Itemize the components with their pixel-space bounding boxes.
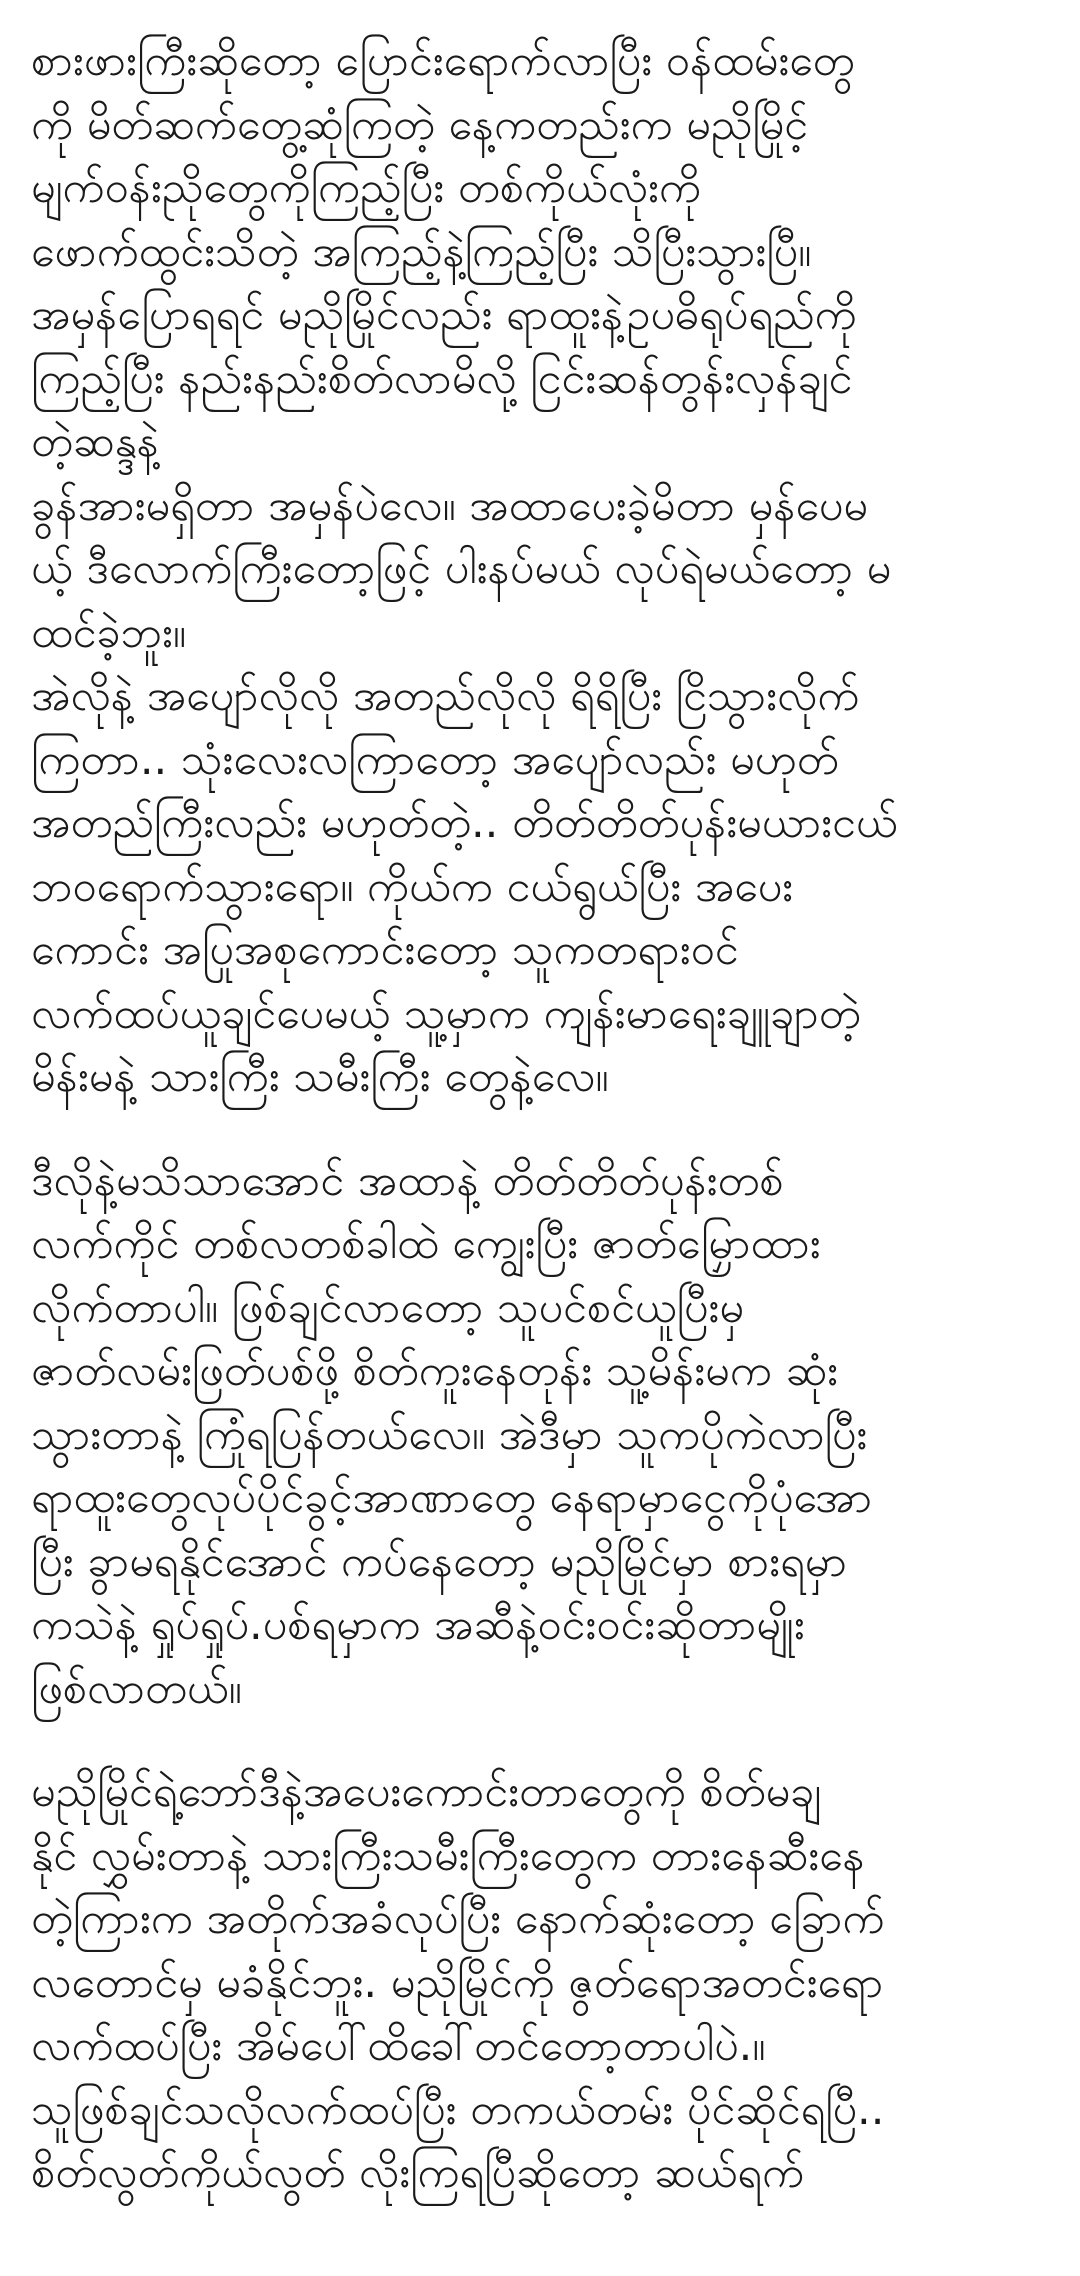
text-line: ထင်ခဲ့ဘူး။ [31, 607, 186, 658]
text-line: တဲ့ဆန္ဒနဲ့ [31, 417, 159, 467]
text-line: အမှန်ပြောရရင် မညိုမြိုင်လည်း ရာထူးနဲ့ဥပဓိရုပ်ရည်ကို [31, 290, 857, 340]
text-line: ကြည့်ပြီး နည်းနည်းစိတ်လာမိလို့ ငြင်းဆန်တွန်းလှန်ချင် [31, 353, 853, 404]
paragraph-2 [31, 1150, 1060, 1722]
text-line: မိန်းမနဲ့ သားကြီး သမီးကြီး တွေနဲ့လေ။ [31, 1052, 609, 1102]
text-line: ဘဝရောက်သွားရော။ ကိုယ်က ငယ်ရွယ်ပြီး အပေး [31, 861, 794, 912]
text-line: အတည်ကြီးလည်း မဟုတ်တဲ့.. တိတ်တိတ်ပုန်းမယားငယ် [31, 798, 898, 848]
text-line: သူဖြစ်ချင်သလိုလက်ထပ်ပြီး တကယ်တမ်း ပိုင်ဆိုင်ရပြီ.. [31, 2084, 885, 2135]
text-line: ခွန်အားမရှိတာ အမှန်ပဲလေ။ အထာပေးခဲ့မိတာ မှန်ပေမ [31, 480, 868, 531]
text-line: စားဖားကြီးဆိုတော့ ပြောင်းရောက်လာပြီး ဝန်ထမ်းတွေ [31, 36, 855, 86]
text-line: ယ့် ဒီလောက်ကြီးတော့ဖြင့် ပါးနပ်မယ် လုပ်ရဲမယ်တော့ မ [31, 544, 892, 594]
text-line: ကြတာ.. သုံးလေးလကြာတော့ အပျော်လည်း မဟုတ် [31, 734, 839, 785]
text-line: သွားတာနဲ့ ကြုံရပြန်တယ်လေ။ အဲဒီမှာ သူကပိုကဲလာပြီး [31, 1409, 868, 1460]
text-line: ဇာတ်လမ်းဖြတ်ပစ်ဖို့ စိတ်ကူးနေတုန်း သူ့မိန်းမက ဆုံး [31, 1346, 838, 1396]
text-line: လတောင်မှ မခံနိုင်ဘူး. မညိုမြိုင်ကို ဇွတ်ရောအတင်းရော [31, 1957, 884, 2008]
text-line: မျက်ဝန်းညိုတွေကိုကြည့်ပြီး တစ်ကိုယ်လုံးကို [31, 163, 702, 213]
text-line: ရာထူးတွေလုပ်ပိုင်ခွင့်အာဏာတွေ နေရာမှာငွေကိုပုံအော [31, 1473, 873, 1523]
text-line: ဖြစ်လာတယ်။ [31, 1663, 242, 1714]
text-line: ကသဲနဲ့ ရှုပ်ရှုပ်.ပစ်ရမှာက အဆီနဲ့ဝင်းဝင်းဆိုတာမျိုး [31, 1600, 805, 1650]
text-line: အဲလိုနဲ့ အပျော်လိုလို အတည်လိုလို ရိရိပြီး ငြိသွားလိုက် [31, 671, 860, 721]
text-line: လက်ကိုင် တစ်လတစ်ခါထဲ ကျွေးပြီး ဇာတ်မြှောထား [31, 1219, 821, 1269]
text-line: နိုင် လွှမ်းတာနဲ့ သားကြီးသမီးကြီးတွေက တားနေဆီးနေ [31, 1830, 865, 1881]
text-line: တဲ့ကြားက အတိုက်အခံလုပ်ပြီး နောက်ဆုံးတော့ ခြောက် [31, 1894, 885, 1944]
text-line: လက်ထပ်ယူချင်ပေမယ့် သူ့မှာက ကျန်းမာရေးချူချာတဲ့ [31, 988, 861, 1039]
text-line: လိုက်တာပါ။ ဖြစ်ချင်လာတော့ သူပင်စင်ယူပြီးမှ [31, 1282, 744, 1333]
text-line: ဒီလိုနဲ့မသိသာအောင် အထာနဲ့ တိတ်တိတ်ပုန်းတစ် [31, 1155, 784, 1206]
text-line: ကောင်း အပြုအစုကောင်းတော့ သူကတရားဝင် [31, 925, 739, 975]
text-line: ပြီး ခွာမရနိုင်အောင် ကပ်နေတော့ မညိုမြိုင်မှာ စားရမှာ [31, 1536, 848, 1587]
text-line: ကို မိတ်ဆက်တွေ့ဆုံကြတဲ့ နေ့ကတည်းက မညိုမြိုင့် [31, 99, 809, 150]
text-line: လက်ထပ်ပြီး အိမ်ပေါ်ထိခေါ်တင်တော့တာပါပဲ.။ [31, 2021, 766, 2071]
text-line: မညိုမြိုင်ရဲ့ဘော်ဒီနဲ့အပေးကောင်းတာတွေကို စိတ်မချ [31, 1767, 822, 1817]
text-line: ဖောက်ထွင်းသိတဲ့ အကြည့်နဲ့ကြည့်ပြီး သိပြီးသွားပြီ။ [31, 226, 812, 277]
paragraph-1 [31, 30, 1060, 1110]
paragraph-3 [31, 1761, 1060, 2206]
text-line: စိတ်လွတ်ကိုယ်လွတ် လိုးကြရပြီဆိုတော့ ဆယ်ရက် [31, 2148, 805, 2198]
